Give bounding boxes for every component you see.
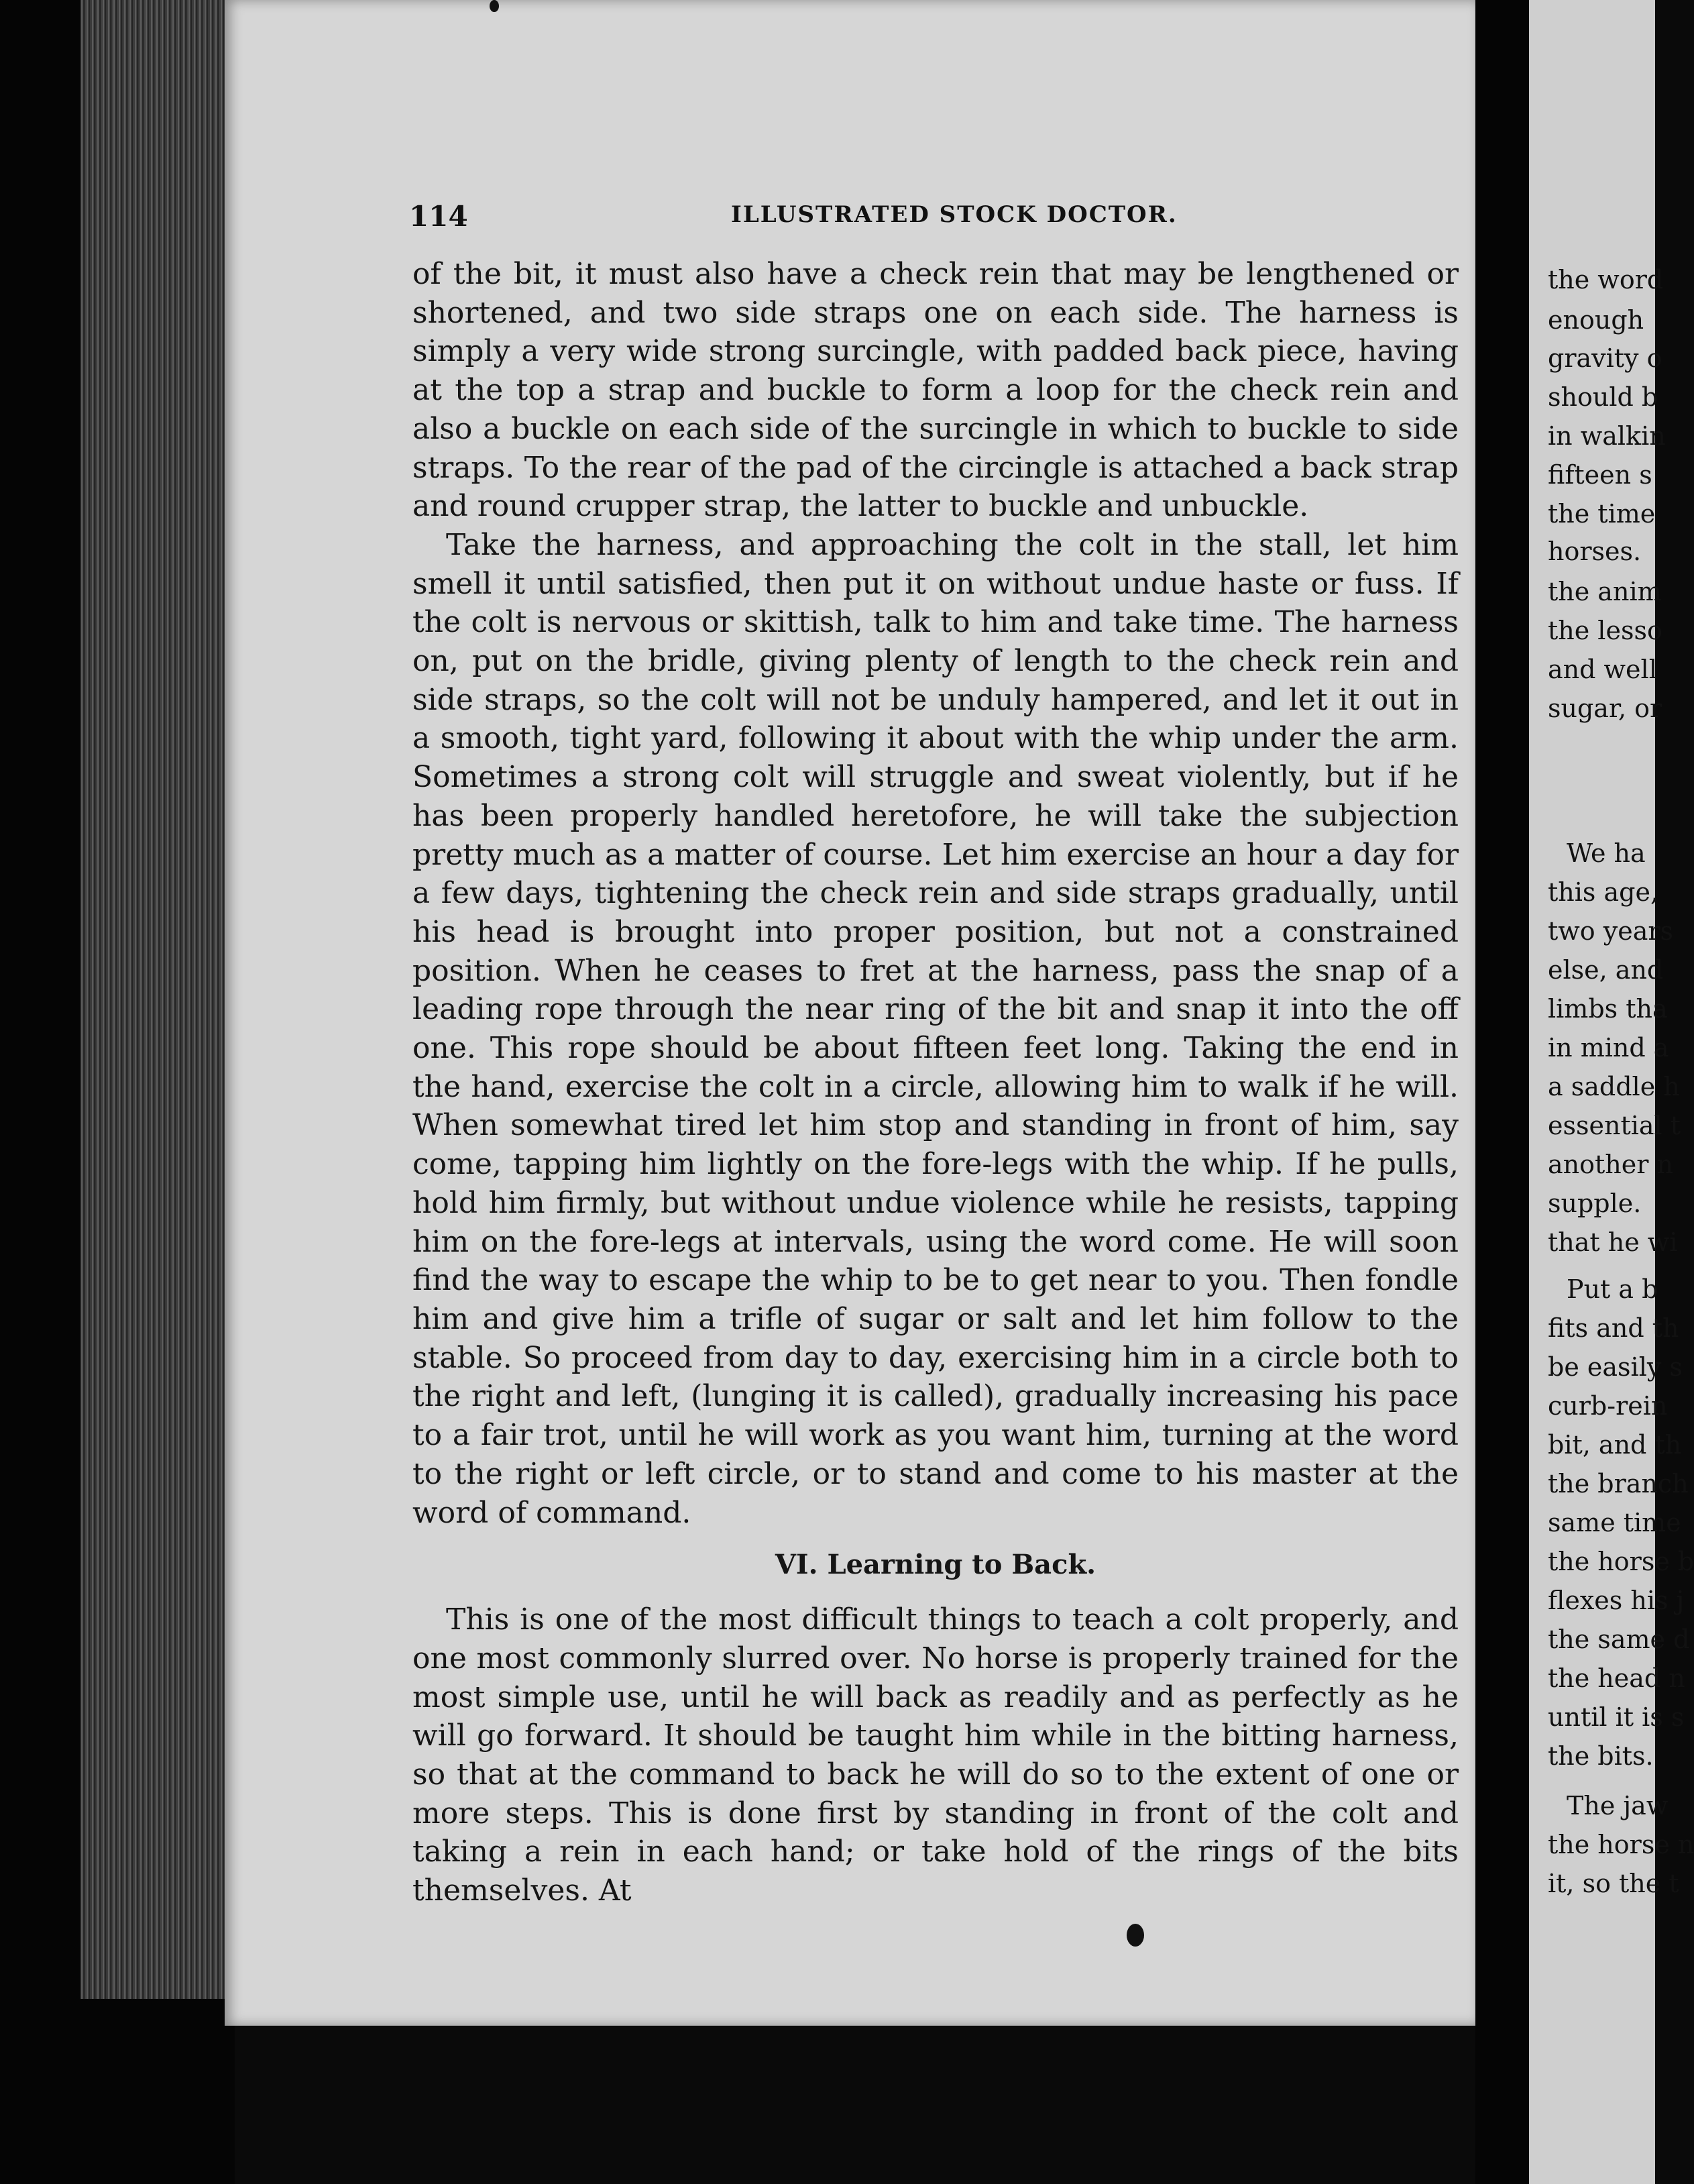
facing-page-line: gravity o [1548,343,1662,373]
book-spine [0,0,80,2184]
facing-page-line: same time [1548,1508,1681,1537]
facing-page-line: the branch [1548,1469,1689,1498]
section-paragraph: This is one of the most difficult things to teach a colt properly, and one most commonly slurred over. No horse is properly trained for the most simple use, until he will back as readily and as perfectly as he will go forward. It should be taught him while in the bitting harness, so that at the command to back he will do so to the extent of one or more steps. This is done first by standing in front of the colt and taking a rein in each hand; or take hold of the rings of the bits themselves. At [412,1602,1459,1908]
facing-page-line: the horse b [1548,1547,1694,1576]
ink-spot [1127,1924,1144,1947]
facing-page-line: it, so the t [1548,1869,1679,1898]
running-title: ILLUSTRATED STOCK DOCTOR. [731,201,1178,228]
facing-page-line: the lesso [1548,616,1662,645]
facing-page-line: the word [1548,265,1664,294]
book-gutter [1475,0,1529,2184]
facing-page-line: a saddle h [1548,1072,1680,1101]
facing-page-line: enough [1548,305,1644,335]
facing-page-line: fits and th [1548,1313,1679,1343]
paragraph-1: of the bit, it must also have a check rein that may be lengthened or shortened, and two side straps one on each side. The harness is simply a very wide strong surcingle, with padded back piece, having at the top a strap and buckle to form a loop for the check rein and also a buckle on each side of the surcingle in which to buckle to side straps. To the rear of the pad of the circingle is attached a back strap and round crupper strap, the latter to buckle and unbuckle. [412,257,1459,524]
facing-page-line: We ha [1567,838,1646,868]
facing-page-line: sugar, or [1548,694,1662,723]
section-heading: VI. Learning to Back. [775,1549,1096,1581]
facing-page-line: the anim [1548,577,1662,606]
facing-page-line: bit, and th [1548,1430,1682,1460]
page-header [409,200,1455,233]
facing-page-line: until it is s [1548,1702,1685,1732]
binding-shadow [80,1999,235,2184]
facing-page-line: Put a b [1567,1274,1658,1304]
page-edges [80,0,235,2184]
facing-page-line: the horse n [1548,1830,1694,1859]
facing-page-line: flexes his j [1548,1586,1685,1615]
facing-page-line: in walkin [1548,421,1666,451]
facing-page-line: The jaw [1567,1791,1669,1820]
facing-page-line: else, and [1548,955,1664,985]
facing-page-line: limbs tha [1548,994,1668,1024]
facing-page-line: the same d [1548,1625,1690,1654]
facing-page-line: essential t [1548,1111,1681,1140]
facing-page-line: the bits. [1548,1741,1654,1771]
facing-page-line: supple. [1548,1189,1642,1218]
facing-page-line: that he wi [1548,1227,1678,1257]
facing-page-line: the time [1548,499,1656,529]
facing-page-line: another n [1548,1150,1673,1179]
facing-page-line: fifteen s [1548,460,1652,490]
facing-page-line: the head n [1548,1663,1685,1693]
page-body [412,255,1459,1910]
facing-page-line: be easily s [1548,1352,1683,1382]
facing-page [1529,0,1694,2184]
facing-page-line: should b [1548,382,1658,412]
ink-spot [490,0,499,12]
facing-page-line: in mind a [1548,1033,1669,1062]
page-number: 114 [409,200,468,233]
paragraph-2: Take the harness, and approaching the colt in the stall, let him smell it until satisfied, then put it on without undue haste or fuss. If the colt is nervous or skittish, talk to him and take time. The harness on, put on the bridle, giving plenty of length to the check rein and side straps, so the colt will not be unduly hampered, and let it out in a smooth, tight yard, following it about with the whip under the arm. Sometimes a strong colt will struggle and sweat violently, but if he has been properly handled heretofore, he will take the subjection pretty much as a matter of course. Let him exercise an hour a day for a few days, tightening the check rein and side straps gradually, until his head is brought into proper position, but not a constrained position. When he ceases to fret at the harness, pass the snap of a leading rope through the near ring of the bit and snap it into the off one. This rope should be about fifteen feet long. Taking the end in the hand, exercise the colt in a circle, allowing him to walk if he will. When somewhat tired let him stop and standing in front of him, say come, tapping him lightly on the fore-legs with the whip. If he pulls, hold him firmly, but without undue violence while he resists, tapping him on the fore-legs at intervals, using the word come. He will soon find the way to escape the whip to be to get near to you. Then fondle him and give him a trifle of sugar or salt and let him follow to the stable. So proceed from day to day, exercising him in a circle both to the right and left, (lunging it is called), gradually increasing his pace to a fair trot, until he will work as you want him, turning at the word to the right or left circle, or to stand and come to his master at the word of command. [412,527,1459,1530]
facing-page-line: two years [1548,916,1674,946]
facing-page-line: curb-rein [1548,1391,1668,1421]
facing-page-line: horses. [1548,537,1642,566]
facing-page-line: this age, [1548,877,1659,907]
facing-page-line: and well [1548,655,1657,684]
